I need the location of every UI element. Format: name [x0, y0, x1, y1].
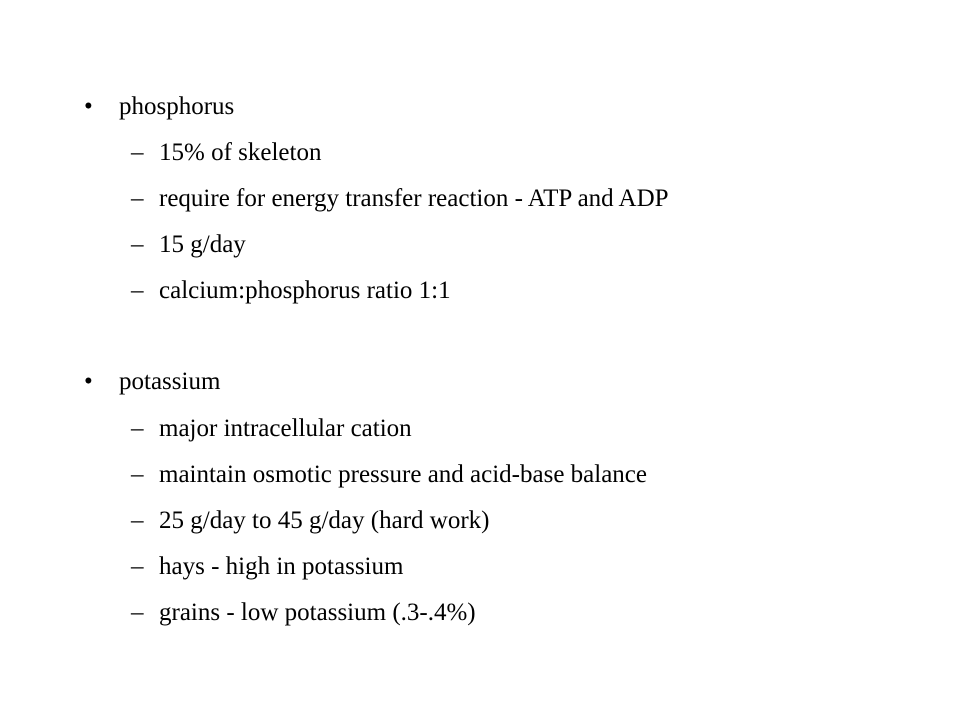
list-item-text: calcium:phosphorus ratio 1:1	[159, 277, 451, 304]
dash-icon: –	[131, 277, 144, 304]
bullet-icon: •	[84, 368, 93, 395]
list-item-text: 25 g/day to 45 g/day (hard work)	[159, 507, 490, 534]
list-item-text: hays - high in potassium	[159, 553, 404, 580]
list-item-text: 15% of skeleton	[159, 139, 322, 166]
dash-icon: –	[131, 139, 144, 166]
section-heading: potassium	[119, 368, 221, 395]
list-item-text: 15 g/day	[159, 231, 246, 258]
dash-icon: –	[131, 599, 144, 626]
bullet-icon: •	[84, 93, 93, 120]
dash-icon: –	[131, 461, 144, 488]
dash-icon: –	[131, 185, 144, 212]
dash-icon: –	[131, 553, 144, 580]
dash-icon: –	[131, 415, 144, 442]
list-item-text: maintain osmotic pressure and acid-base balance	[159, 461, 648, 488]
list-item-text: grains - low potassium (.3-.4%)	[159, 599, 476, 626]
list-item-text: major intracellular cation	[159, 415, 412, 442]
dash-icon: –	[131, 507, 144, 534]
dash-icon: –	[131, 231, 144, 258]
section-heading: phosphorus	[119, 93, 235, 120]
list-item-text: require for energy transfer reaction - ATP and ADP	[159, 185, 669, 212]
